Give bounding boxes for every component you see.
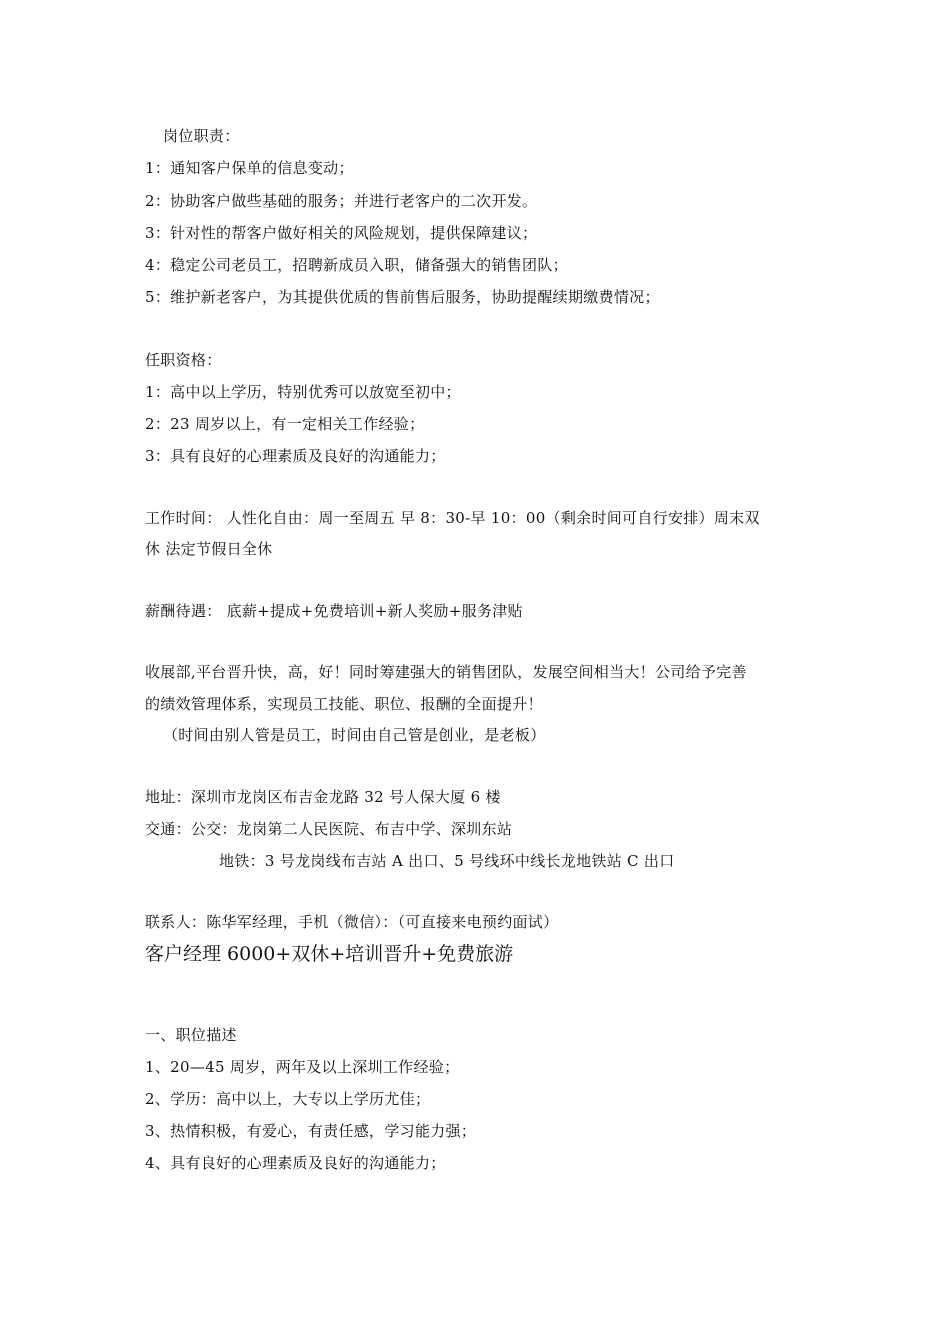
description-item-1: 1、20—45 周岁，两年及以上深圳工作经验； bbox=[145, 1058, 460, 1076]
qualification-item-3: 3：具有良好的心理素质及良好的沟通能力； bbox=[145, 447, 446, 465]
contact-line: 联系人：陈华军经理，手机（微信）：（可直接来电预约面试） bbox=[145, 913, 559, 931]
recruit-line-3: （时间由别人管是员工，时间由自己管是创业，是老板） bbox=[163, 726, 546, 744]
duties-title: 岗位职责： bbox=[163, 127, 240, 145]
recruit-line-2: 的绩效管理体系，实现员工技能、职位、报酬的全面提升！ bbox=[145, 695, 543, 713]
headline: 客户经理 6000+双休+培训晋升+免费旅游 bbox=[145, 943, 514, 965]
bus-line: 交通：公交：龙岗第二人民医院、布吉中学、深圳东站 bbox=[145, 820, 513, 838]
qualification-item-1: 1：高中以上学历，特别优秀可以放宽至初中； bbox=[145, 383, 461, 401]
work-time-line-2: 休 法定节假日全休 bbox=[145, 540, 273, 558]
metro-line: 地铁：3 号龙岗线布吉站 A 出口、5 号线环中线长龙地铁站 C 出口 bbox=[219, 852, 675, 870]
duty-item-4: 4：稳定公司老员工，招聘新成员入职，储备强大的销售团队； bbox=[145, 256, 568, 274]
description-item-3: 3、热情积极，有爱心，有责任感，学习能力强； bbox=[145, 1122, 477, 1140]
recruit-line-1: 收展部,平台晋升快，高，好！同时筹建强大的销售团队，发展空间相当大！公司给予完善 bbox=[145, 663, 747, 681]
duty-item-1: 1：通知客户保单的信息变动； bbox=[145, 159, 354, 177]
qualification-item-2: 2：23 周岁以上，有一定相关工作经验； bbox=[145, 415, 425, 433]
duty-item-5: 5：维护新老客户，为其提供优质的售前售后服务，协助提醒续期缴费情况； bbox=[145, 288, 660, 306]
work-time-line-1: 工作时间： 人性化自由：周一至周五 早 8：30-早 10：00（剩余时间可自行安排）周末双 bbox=[145, 509, 760, 527]
duty-item-3: 3：针对性的帮客户做好相关的风险规划，提供保障建议； bbox=[145, 224, 538, 242]
address-line: 地址：深圳市龙岗区布吉金龙路 32 号人保大厦 6 楼 bbox=[145, 788, 501, 806]
description-item-4: 4、具有良好的心理素质及良好的沟通能力； bbox=[145, 1154, 446, 1172]
description-title: 一、职位描述 bbox=[145, 1026, 237, 1044]
salary-line: 薪酬待遇： 底薪+提成+免费培训+新人奖励+服务津贴 bbox=[145, 602, 523, 620]
qualifications-title: 任职资格： bbox=[145, 351, 222, 369]
duty-item-2: 2：协助客户做些基础的服务；并进行老客户的二次开发。 bbox=[145, 192, 538, 210]
description-item-2: 2、学历：高中以上，大专以上学历尤佳； bbox=[145, 1090, 431, 1108]
